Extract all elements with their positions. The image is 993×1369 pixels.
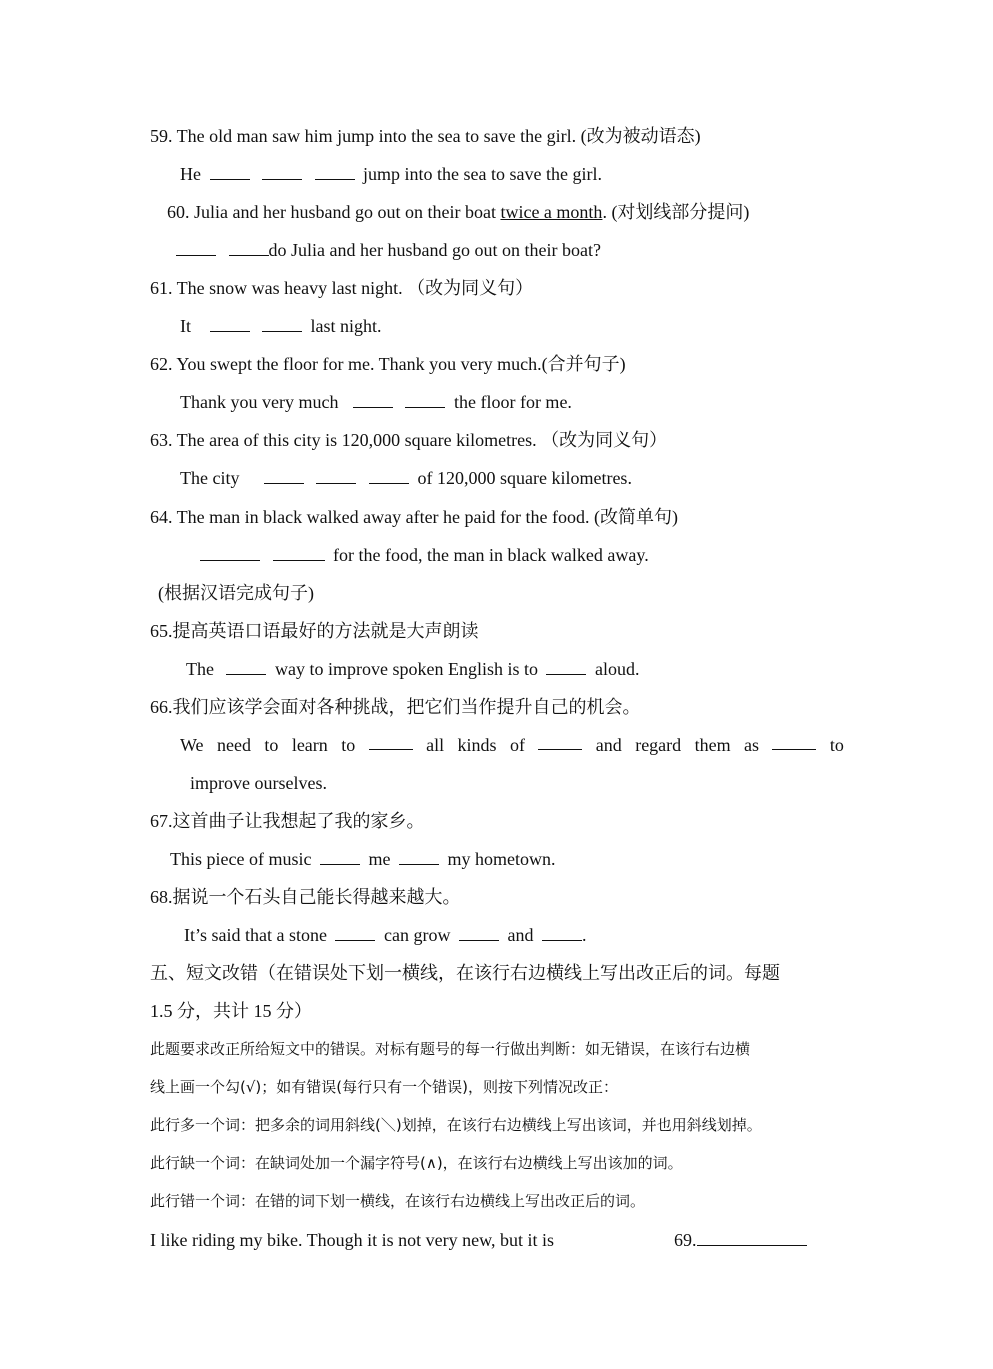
- q65-question: 65.提高英语口语最好的方法就是大声朗读: [150, 621, 479, 641]
- answer-blank[interactable]: [320, 848, 360, 865]
- q63-question: 63. The area of this city is 120,000 square kilometres. （改为同义句）: [150, 430, 668, 450]
- q60-answer-suffix: do Julia and her husband go out on their boat?: [268, 240, 601, 260]
- section5-instruction-4: 此行缺一个词：在缺词处加一个漏字符号(∧)，在该行右边横线上写出该加的词。: [150, 1154, 683, 1172]
- q66-word: all: [426, 735, 445, 755]
- answer-blank[interactable]: [405, 391, 445, 408]
- q66-answer-line2: improve ourselves.: [190, 773, 327, 793]
- q67-answer-middle: me: [368, 849, 391, 869]
- q67-answer-suffix: my hometown.: [447, 849, 556, 869]
- q68-answer-and: and: [507, 925, 534, 945]
- q62-question: 62. You swept the floor for me. Thank you very much.(合并句子): [150, 354, 626, 374]
- answer-blank[interactable]: [542, 924, 582, 941]
- passage-line-1: I like riding my bike. Though it is not very new, but it is: [150, 1230, 554, 1250]
- q61-question: 61. The snow was heavy last night. （改为同义句）: [150, 278, 534, 298]
- answer-blank[interactable]: [229, 239, 269, 256]
- q65-answer-prefix: The: [186, 659, 214, 679]
- q66-word: as: [744, 735, 760, 755]
- q63-answer-suffix: of 120,000 square kilometres.: [417, 468, 632, 488]
- answer-blank[interactable]: [210, 315, 250, 332]
- answer-blank[interactable]: [262, 163, 302, 180]
- answer-blank[interactable]: [262, 315, 302, 332]
- q59-question: 59. The old man saw him jump into the sea to save the girl. (改为被动语态): [150, 126, 701, 146]
- answer-blank[interactable]: [176, 239, 216, 256]
- q68-answer-end: .: [581, 925, 587, 945]
- q68-question: 68.据说一个石头自己能长得越来越大。: [150, 887, 461, 907]
- section-note: (根据汉语完成句子): [158, 583, 314, 603]
- answer-blank[interactable]: [772, 733, 816, 750]
- q68-answer-prefix: It’s said that a stone: [184, 925, 327, 945]
- q67-question: 67.这首曲子让我想起了我的家乡。: [150, 811, 425, 831]
- section5-instruction-5: 此行错一个词：在错的词下划一横线，在该行右边横线上写出改正后的词。: [150, 1192, 646, 1210]
- answer-blank[interactable]: [353, 391, 393, 408]
- answer-blank[interactable]: [459, 924, 499, 941]
- answer-blank[interactable]: [315, 163, 355, 180]
- correction-blank[interactable]: [697, 1229, 807, 1246]
- q59-answer-suffix: jump into the sea to save the girl.: [363, 164, 602, 184]
- q67-answer-prefix: This piece of music: [170, 849, 312, 869]
- q66-word: to: [829, 735, 844, 755]
- q60-underlined-phrase: twice a month: [500, 202, 603, 222]
- q66-word: to: [264, 735, 279, 755]
- answer-blank[interactable]: [273, 544, 325, 561]
- q66-word: learn: [291, 735, 328, 755]
- q66-word: We: [180, 735, 204, 755]
- q60-question-prefix: 60. Julia and her husband go out on their boat: [167, 202, 501, 222]
- correction-number: 69.: [674, 1230, 697, 1250]
- correction-line-69: [674, 1228, 807, 1252]
- q60-answer: [176, 238, 601, 262]
- q61-answer-prefix: It: [180, 316, 191, 336]
- answer-blank[interactable]: [226, 658, 266, 675]
- q65-answer-middle: way to improve spoken English is to: [274, 659, 538, 679]
- q62-answer: [180, 390, 572, 414]
- answer-blank[interactable]: [200, 544, 260, 561]
- answer-blank[interactable]: [369, 733, 413, 750]
- q64-answer-suffix: for the food, the man in black walked away.: [333, 545, 649, 565]
- q68-answer: [184, 923, 586, 947]
- q66-word: need: [216, 735, 251, 755]
- answer-blank[interactable]: [210, 163, 250, 180]
- section5-title-line2: 1.5 分，共计 15 分）: [150, 1001, 312, 1021]
- q61-answer-suffix: last night.: [310, 316, 382, 336]
- answer-blank[interactable]: [369, 467, 409, 484]
- answer-blank[interactable]: [335, 924, 375, 941]
- section5-instruction-3: 此行多一个词：把多余的词用斜线(＼)划掉，在该行右边横线上写出该词，并也用斜线划掉。: [150, 1116, 762, 1134]
- q66-word: regard: [635, 735, 682, 755]
- q66-word: them: [694, 735, 731, 755]
- q61-answer: [180, 314, 382, 338]
- q66-word: to: [341, 735, 356, 755]
- answer-blank[interactable]: [538, 733, 582, 750]
- q65-answer: [186, 657, 639, 681]
- q67-answer: [170, 847, 555, 871]
- q63-answer: [180, 466, 632, 490]
- section5-title-line1: 五、短文改错（在错误处下划一横线，在该行右边横线上写出改正后的词。每题: [150, 963, 780, 983]
- q59-answer-prefix: He: [180, 164, 201, 184]
- q66-word: kinds: [457, 735, 497, 755]
- q60-question: [167, 200, 749, 224]
- q62-answer-suffix: the floor for me.: [453, 392, 572, 412]
- section5-instruction-2: 线上画一个勾(√)；如有错误(每行只有一个错误)，则按下列情况改正：: [150, 1078, 618, 1096]
- q66-word: of: [509, 735, 525, 755]
- q66-answer-line1: [180, 733, 844, 757]
- q65-answer-suffix: aloud.: [594, 659, 640, 679]
- q64-answer: [196, 543, 649, 567]
- answer-blank[interactable]: [264, 467, 304, 484]
- answer-blank[interactable]: [546, 658, 586, 675]
- answer-blank[interactable]: [399, 848, 439, 865]
- q62-answer-prefix: Thank you very much: [180, 392, 339, 412]
- q59-answer: [180, 162, 602, 186]
- section5-instruction-1: 此题要求改正所给短文中的错误。对标有题号的每一行做出判断：如无错误，在该行右边横: [150, 1040, 751, 1058]
- q60-question-suffix: . (对划线部分提问): [602, 202, 750, 222]
- q66-word: and: [595, 735, 622, 755]
- q68-answer-middle: can grow: [383, 925, 451, 945]
- q66-question: 66.我们应该学会面对各种挑战，把它们当作提升自己的机会。: [150, 697, 641, 717]
- q64-question: 64. The man in black walked away after he paid for the food. (改简单句): [150, 507, 678, 527]
- q63-answer-prefix: The city: [180, 468, 240, 488]
- answer-blank[interactable]: [316, 467, 356, 484]
